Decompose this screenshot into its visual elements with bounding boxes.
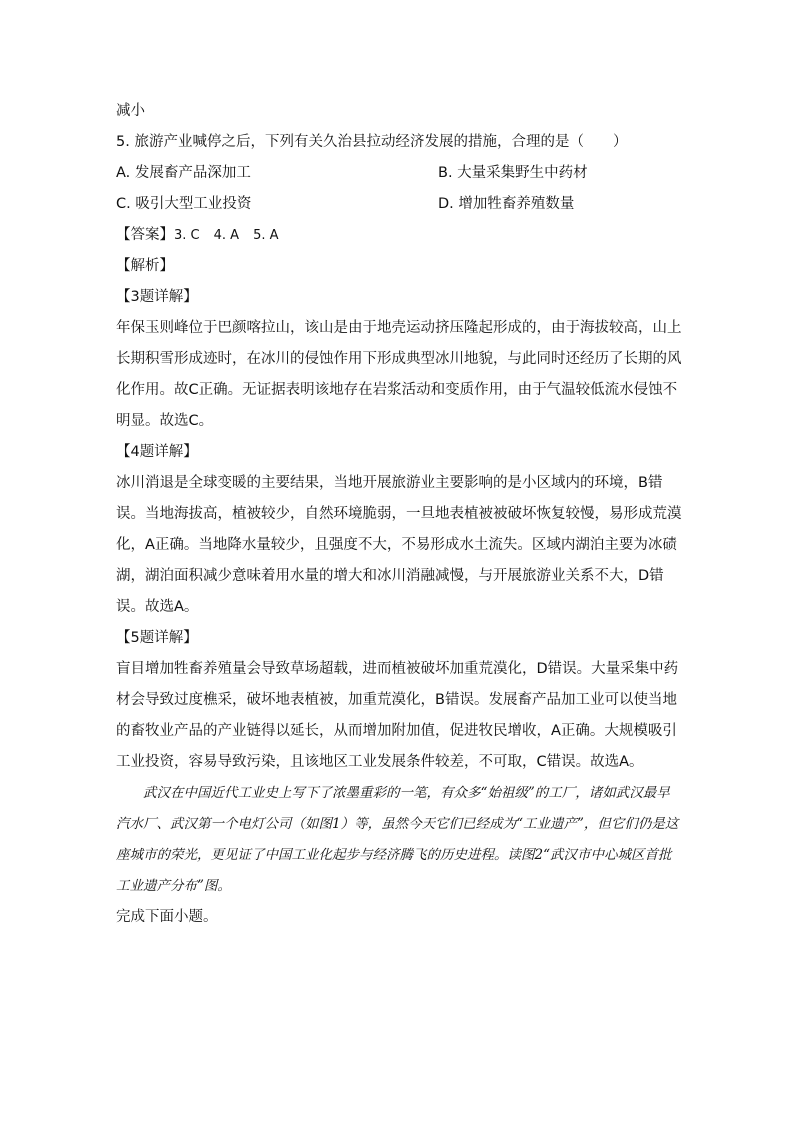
q4-heading: 【4题详解】 <box>116 444 198 460</box>
document-page <box>116 96 682 933</box>
q5-body: 盲目增加牲畜养殖量会导致草场超载，进而植被破坏加重荒漠化，D错误。大量采集中药材会导致过度樵采，破坏地表植被，加重荒漠化，B错误。发展畜产品加工业可以使当地的畜牧业产品的产业链得以延长，从而增加附加值，促进牧民增收，A正确。大规模吸引工业投资，容易导致污染，且该地区工业发展条件较差，不可取，C错误。故选A。 <box>116 661 679 770</box>
options-row-1 <box>116 158 682 189</box>
q4-body: 冰川消退是全球变暖的主要结果，当地开展旅游业主要影响的是小区域内的环境，B错误。当地海拔高，植被较少，自然环境脆弱，一旦地表植被被破坏恢复较慢，易形成荒漠化，A正确。当地降水量较少，且强度不大，不易形成水土流失。区域内湖泊主要为冰碛湖，湖泊面积减少意味着用水量的增大和冰川消融减慢，与开展旅游业关系不大，D错误。故选A。 <box>116 475 682 615</box>
answer-line <box>116 220 682 251</box>
q3-heading: 【3题详解】 <box>116 289 198 305</box>
answer-item: 3. C <box>174 228 200 243</box>
reading-passage: 武汉在中国近代工业史上写下了浓墨重彩的一笔，有众多“始祖级”的工厂，诸如武汉最早汽水厂、武汉第一个电灯公司（如图1）等，虽然今天它们已经成为“工业遗产”，但它们仍是这座城市的荣光，更见证了中国工业化起步与经济腾飞的历史进程。读图2“武汉市中心城区首批工业遗产分布”图。 <box>116 785 679 894</box>
q5-heading: 【5题详解】 <box>116 630 198 646</box>
instruction: 完成下面小题。 <box>116 909 218 925</box>
option-b: B. 大量采集野生中药材 <box>438 165 588 181</box>
option-c: C. 吸引大型工业投资 <box>116 196 252 212</box>
option-d: D. 增加牲畜养殖数量 <box>438 196 575 212</box>
q3-body: 年保玉则峰位于巴颜喀拉山，该山是由于地壳运动挤压隆起形成的，由于海拔较高，山上长期积雪形成迹时，在冰川的侵蚀作用下形成典型冰川地貌，与此同时还经历了长期的风化作用。故C正确。无证据表明该地存在岩浆活动和变质作用，由于气温较低流水侵蚀不明显。故选C。 <box>116 320 682 429</box>
answer-tag: 【答案】 <box>116 227 174 243</box>
top-fragment: 减小 <box>116 103 145 119</box>
question-5-stem: 5. 旅游产业喊停之后，下列有关久治县拉动经济发展的措施，合理的是（ ） <box>116 134 628 150</box>
answer-item: 5. A <box>253 228 279 243</box>
answer-list <box>174 228 293 243</box>
answer-item: 4. A <box>213 228 240 243</box>
options-row-2 <box>116 189 682 220</box>
analysis-tag: 【解析】 <box>116 258 174 274</box>
option-a: A. 发展畜产品深加工 <box>116 165 251 181</box>
